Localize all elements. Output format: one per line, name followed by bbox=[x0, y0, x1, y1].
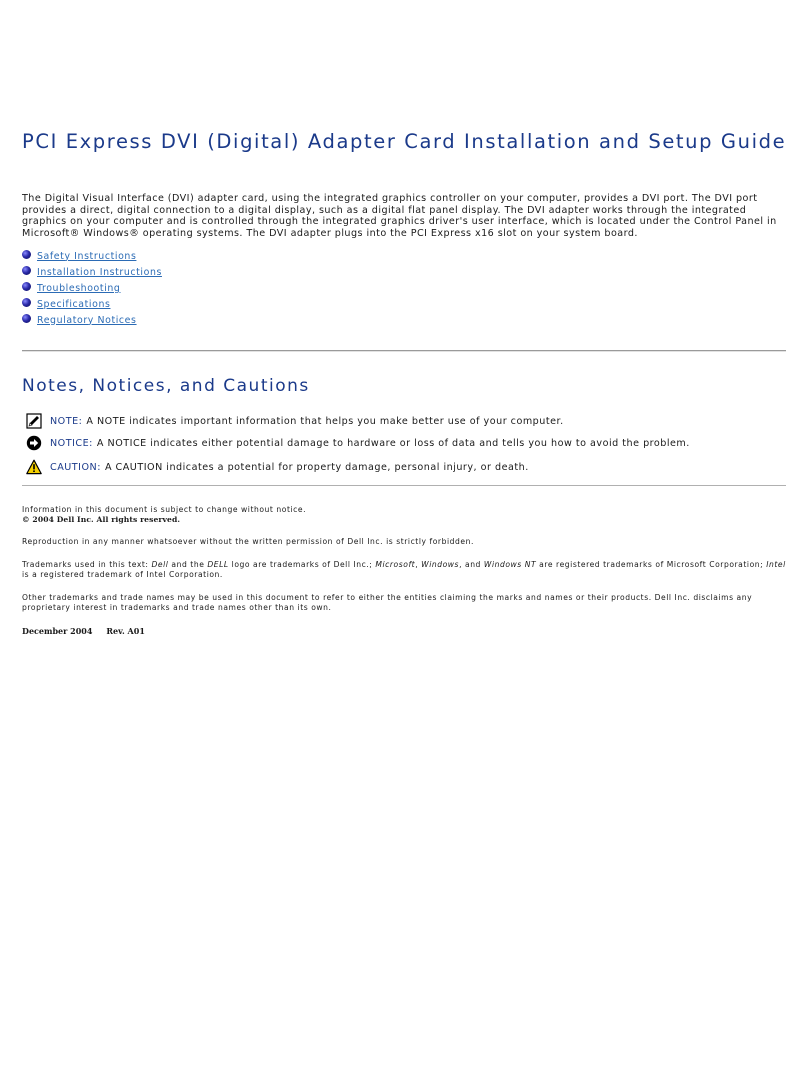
note-row bbox=[26, 413, 564, 429]
tm-text: , and bbox=[459, 560, 484, 569]
bullet-icon bbox=[22, 314, 31, 323]
list-item bbox=[22, 248, 162, 264]
tm-dell: Dell bbox=[151, 560, 169, 569]
note-label: NOTE: bbox=[50, 415, 83, 427]
link-installation-instructions[interactable]: Installation Instructions bbox=[37, 266, 162, 278]
note-text: A NOTE indicates important information that helps you make better use of your computer. bbox=[86, 415, 564, 427]
revision-footer bbox=[22, 626, 145, 636]
link-troubleshooting[interactable]: Troubleshooting bbox=[37, 282, 121, 294]
tm-windows-nt: Windows NT bbox=[483, 560, 537, 569]
tm-microsoft: Microsoft bbox=[375, 560, 416, 569]
list-item bbox=[22, 280, 162, 296]
list-item bbox=[22, 264, 162, 280]
notice-row bbox=[26, 435, 690, 451]
bullet-icon bbox=[22, 298, 31, 307]
notice-text: A NOTICE indicates either potential damage to hardware or loss of data and tells you how to avoid the problem. bbox=[96, 437, 690, 449]
caution-label: CAUTION: bbox=[50, 461, 101, 473]
trademark-notice bbox=[22, 560, 786, 580]
revision-number: Rev. A01 bbox=[106, 626, 145, 636]
tm-intel: Intel bbox=[766, 560, 786, 569]
link-specifications[interactable]: Specifications bbox=[37, 298, 111, 310]
section-divider bbox=[22, 350, 786, 352]
list-item bbox=[22, 312, 162, 328]
page-title: PCI Express DVI (Digital) Adapter Card Installation and Setup Guide bbox=[22, 130, 787, 153]
bullet-icon bbox=[22, 282, 31, 291]
change-notice-text: Information in this document is subject to change without notice. bbox=[22, 505, 307, 514]
tm-windows: Windows bbox=[421, 560, 460, 569]
tm-text: is a registered trademark of Intel Corporation. bbox=[22, 570, 223, 579]
other-trademarks-notice: Other trademarks and trade names may be used in this document to refer to either the entities claiming the marks and names or their products. Dell Inc. disclaims any proprietary interest in trademarks and trade names other than its own. bbox=[22, 593, 753, 612]
tm-text: and the bbox=[168, 560, 208, 569]
copyright-text: © 2004 Dell Inc. All rights reserved. bbox=[22, 515, 181, 524]
notice-arrow-icon bbox=[26, 435, 42, 451]
tm-dell-logo: DELL bbox=[207, 560, 229, 569]
section-divider bbox=[22, 485, 786, 486]
bullet-icon bbox=[22, 250, 31, 259]
notes-heading: Notes, Notices, and Cautions bbox=[22, 376, 310, 396]
list-item bbox=[22, 296, 162, 312]
notice-label: NOTICE: bbox=[50, 437, 93, 449]
reproduction-notice: Reproduction in any manner whatsoever without the written permission of Dell Inc. is strictly forbidden. bbox=[22, 537, 474, 546]
caution-text: A CAUTION indicates a potential for property damage, personal injury, or death. bbox=[104, 461, 529, 473]
tm-text: logo are trademarks of Dell Inc.; bbox=[228, 560, 376, 569]
bullet-icon bbox=[22, 266, 31, 275]
note-pencil-icon bbox=[26, 413, 42, 429]
link-safety-instructions[interactable]: Safety Instructions bbox=[37, 250, 137, 262]
link-regulatory-notices[interactable]: Regulatory Notices bbox=[37, 314, 137, 326]
tm-text: are registered trademarks of Microsoft Corporation; bbox=[536, 560, 767, 569]
change-notice bbox=[22, 505, 786, 525]
caution-triangle-icon bbox=[26, 459, 42, 475]
tm-text: , bbox=[415, 560, 422, 569]
intro-paragraph: The Digital Visual Interface (DVI) adapter card, using the integrated graphics controller on your computer, provides a DVI port. The DVI port provides a direct, digital connection to a digital display, such as a digital flat panel display. The DVI adapter works through the integrated graphics on your computer and is controlled through the integrated graphics driver's user interface, which is located under the Control Panel in Microsoft® Windows® operating systems. The DVI adapter plugs into the PCI Express x16 slot on your system board. bbox=[22, 193, 777, 239]
toc-link-list bbox=[22, 248, 162, 328]
revision-date: December 2004 bbox=[22, 626, 93, 636]
caution-row bbox=[26, 459, 529, 475]
tm-text: Trademarks used in this text: bbox=[22, 560, 152, 569]
